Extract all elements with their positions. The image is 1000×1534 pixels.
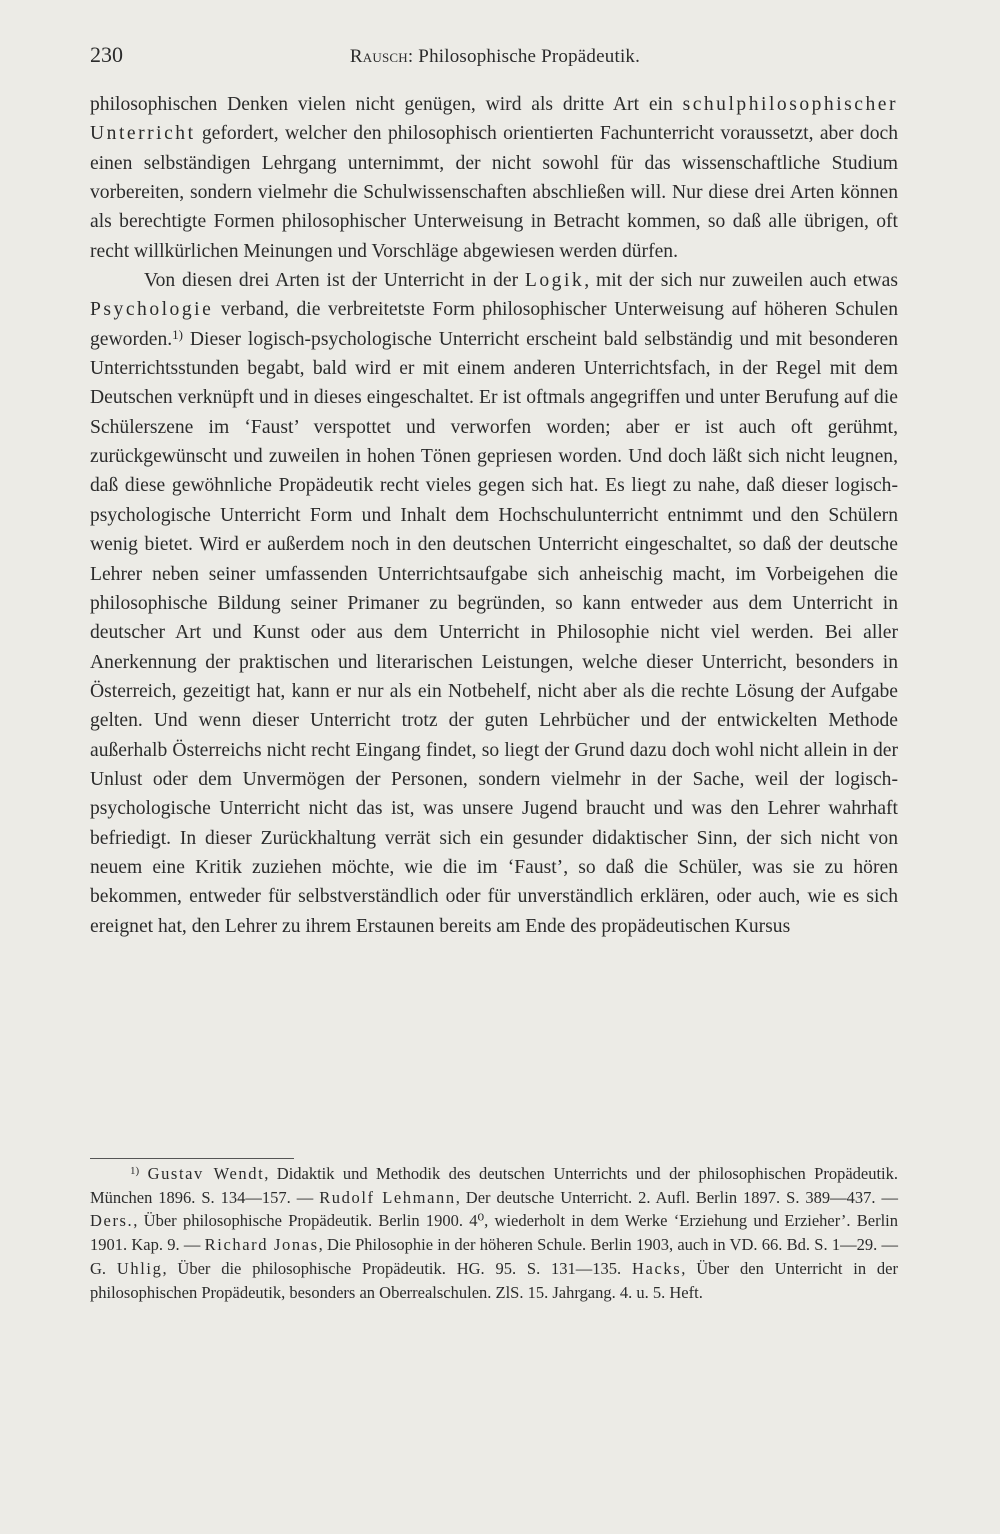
p1-text-1: philosophischen Denken vielen nicht genügen, wird als dritte Art ein — [90, 94, 683, 115]
fn-author-hacks: Hacks — [632, 1258, 682, 1278]
fn-text-1: , Didaktik und Methodik des deutschen Unterrichts und der philosophischen Propädeutik. München 1896. S. 134—157. — — [90, 1164, 899, 1207]
paragraph-2 — [90, 266, 898, 941]
p2-spaced-psychologie: Psychologie — [90, 299, 214, 321]
p2-text-3: verband, die verbreitetste Form philosophischer Unterweisung auf höheren Schulen geworden. — [90, 299, 898, 350]
p1-text-2: gefordert, welcher den philosophisch orientierten Fachunterricht voraussetzt, aber doch einen selbständigen Lehrgang unternimmt, der nicht sowohl für das wissenschaftliche Studium vorbereiten, sondern vielmehr die Schulwissenschaften abschließen will. Nur diese drei Arten können als berechtigte Formen philosophischer Unterweisung in Betracht kommen, so daß alle übrigen, oft recht willkürlichen Meinungen und Vorschläge abgewiesen werden dürfen. — [90, 123, 898, 262]
body-text — [90, 90, 898, 941]
footnote-divider — [90, 1158, 294, 1159]
fn-author-uhlig: Uhlig — [116, 1258, 163, 1278]
running-head — [90, 46, 900, 68]
p2-text-4: Dieser logisch-psychologische Unterricht erscheint bald selbständig und mit besonderen Unterrichtsstunden begabt, bald wird er mit einem anderen Unterrichtsfach, in der Regel mit dem Deutschen verknüpft und in dieses eingeschaltet. Er ist oftmals angegriffen und unter Berufung auf die Schülerszene im ‘Faust’ verspottet und verworfen worden; aber er ist auch oft gerühmt, zurückgewünscht und zuweilen in hohen Tönen gepriesen worden. Und doch läßt sich nicht leugnen, daß diese gewöhnliche Propädeutik recht vieles gegen sich hat. Es liegt zu nahe, daß dieser logisch-psychologische Unterricht Form und Inhalt dem Hochschulunterricht entnimmt und den Schülern wenig bietet. Wird er außerdem noch in den deutschen Unterricht eingeschaltet, so daß der deutsche Lehrer neben seiner umfassenden Unterrichtsaufgabe sich anheischig macht, im Vorbeigehen die philosophische Bildung seiner Primaner zu begründen, so kann entweder aus dem Unterricht in deutscher Art und Kunst oder aus dem Unterricht in Philosophie nicht viel werden. Bei aller Anerkennung der praktischen und literarischen Leistungen, welche dieser Unterricht, besonders in Österreich, gezeitigt hat, kann er nur als ein Notbehelf, nicht aber als die rechte Lösung der Aufgabe gelten. Und wenn dieser Unterricht trotz der guten Lehrbücher und der entwickelten Methode außerhalb Österreichs nicht recht Eingang findet, so liegt der Grund dazu doch wohl nicht allein in der Unlust oder dem Unvermögen der Personen, sondern vielmehr in der Sache, weil der logisch-psychologische Unterricht nicht das ist, was unsere Jugend braucht und was den Lehrer wahrhaft befriedigt. In dieser Zurückhaltung verrät sich ein gesunder didaktischer Sinn, der sich nicht von neuem eine Kritik zuziehen möchte, wie die im ‘Faust’, so daß die Schüler, was sie zu hören bekommen, entweder für selbstverständlich oder für unverständlich erklären, oder auch, wie es sich ereignet hat, den Lehrer zu ihrem Erstaunen bereits am Ende des propädeutischen Kursus — [90, 328, 898, 937]
paragraph-1 — [90, 90, 898, 266]
p2-spaced-logik: Logik — [524, 270, 585, 292]
p2-text-1: Von diesen drei Arten ist der Unterricht in der — [144, 270, 525, 292]
fn-text-5: , Über die philosophische Propädeutik. HG. 95. S. 131—135. — [162, 1258, 633, 1278]
running-head-colon: : — [407, 46, 419, 67]
fn-text-2: , Der deutsche Unterricht. 2. Aufl. Berlin 1897. S. 389—437. — — [455, 1187, 898, 1207]
page-header — [90, 42, 900, 76]
fn-author-lehmann: Rudolf Lehmann — [319, 1187, 456, 1207]
p2-text-2: , mit der sich nur zuweilen auch etwas — [584, 270, 898, 292]
running-head-author: Rausch — [349, 46, 408, 67]
footnote-reference[interactable]: 1) — [172, 326, 183, 342]
page-number: 230 — [90, 42, 123, 67]
footnote — [90, 1162, 898, 1304]
footnote-number: 1) — [130, 1165, 140, 1177]
fn-space — [139, 1164, 147, 1183]
fn-author-ders: Ders. — [90, 1211, 134, 1231]
fn-text-4: , Die Philosophie in der höheren Schule. Berlin 1903, auch in VD. 66. Bd. S. 1—29. — G. — [90, 1235, 898, 1278]
fn-text-3: , Über philosophische Propädeutik. Berlin 1900. 4⁰, wiederholt in dem Werke ‘Erziehung und Erzieher’. Berlin 1901. Kap. 9. — — [90, 1211, 898, 1255]
footnote-1 — [90, 1162, 898, 1304]
running-head-title: Philosophische Propädeutik. — [418, 46, 641, 67]
fn-author-wendt: Gustav Wendt — [147, 1164, 265, 1183]
p1-spaced-term: schulphilosophischer Unterricht — [90, 94, 898, 145]
fn-text-6: , Über den Unterricht in der philosophischen Propädeutik, besonders an Oberrealschulen. ZlS. 15. Jahrgang. 4. u. 5. Heft. — [90, 1258, 899, 1302]
fn-author-jonas: Richard Jonas — [204, 1235, 319, 1255]
